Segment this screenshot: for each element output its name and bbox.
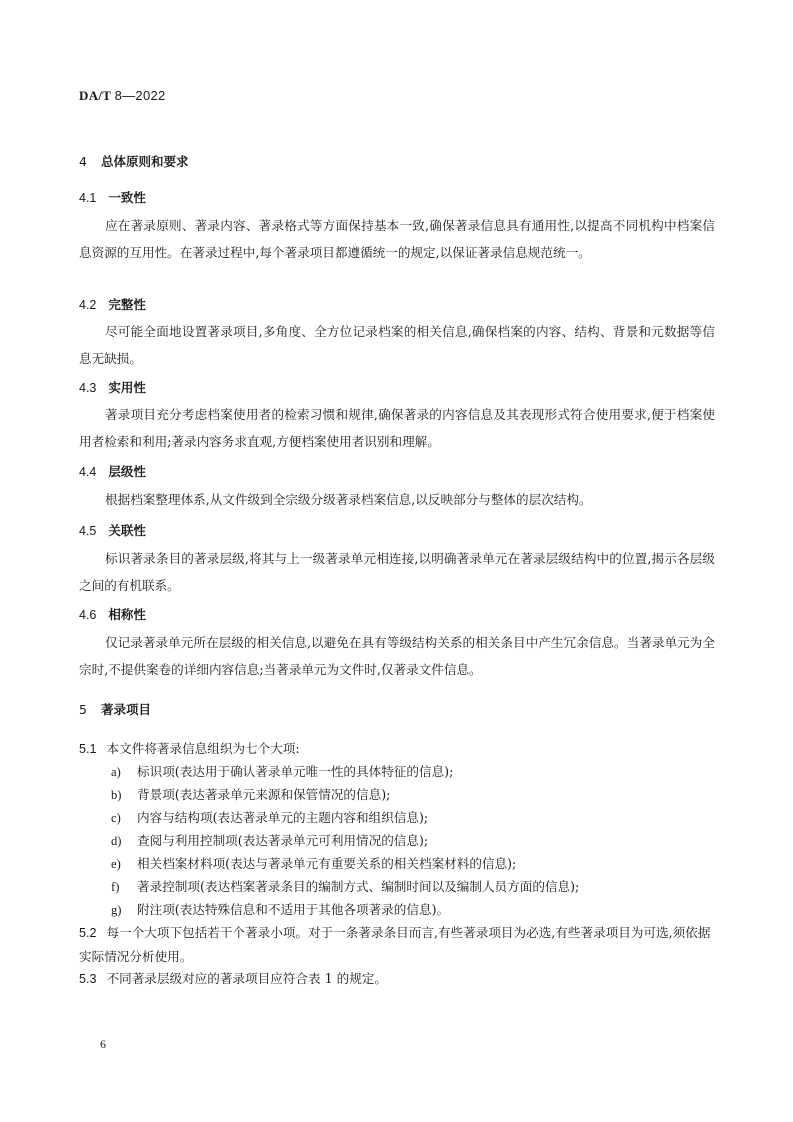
section-4-heading: 4 总体原则和要求 [79,154,189,169]
list-item: b) 背景项(表达著录单元来源和保管情况的信息); [111,787,391,802]
section-4-2-heading: 4.2 完整性 [79,297,146,312]
list-item: a) 标识项(表达用于确认著录单元唯一性的具体特征的信息); [111,764,454,779]
section-5-heading: 5 著录项目 [79,702,151,717]
section-4-4-text: 根据档案整理体系,从文件级到全宗级分级著录档案信息,以反映部分与整体的层次结构。 [105,492,592,507]
document-prefix: DA/T [79,88,112,103]
clause-5-1: 5.1 本文件将著录信息组织为七个大项: [79,741,300,756]
section-4-3-heading: 4.3 实用性 [79,380,146,395]
list-item: d) 查阅与利用控制项(表达著录单元可利用情况的信息); [111,833,429,848]
section-4-4-heading: 4.4 层级性 [79,464,146,479]
section-4-6-heading: 4.6 相称性 [79,607,146,622]
section-4-6-text: 仅记录著录单元所在层级的相关信息,以避免在具有等级结构关系的相关条目中产生冗余信息。当著录单元为全宗时,不提供案卷的详细内容信息;当著录单元为文件时,仅著录文件信息。 [79,635,715,677]
clause-5-3: 5.3 不同著录层级对应的著录项目应符合表 1 的规定。 [79,971,388,986]
section-4-1-text: 应在著录原则、著录内容、著录格式等方面保持基本一致,确保著录信息具有通用性,以提高不同机构中档案信息资源的互用性。在著录过程中,每个著录项目都遵循统一的规定,以保证著录信息规范统一。 [79,218,715,260]
list-item: g) 附注项(表达特殊信息和不适用于其他各项著录的信息)。 [111,902,450,917]
list-item: f) 著录控制项(表达档案著录条目的编制方式、编制时间以及编制人员方面的信息); [111,879,580,894]
clause-5-2: 5.2 每一个大项下包括若干个著录小项。对于一条著录条目而言,有些著录项目为必选,有些著录项目为可选,须依据实际情况分析使用。 [79,925,711,964]
section-4-5-heading: 4.5 关联性 [79,523,146,538]
section-4-3-text: 著录项目充分考虑档案使用者的检索习惯和规律,确保著录的内容信息及其表现形式符合使用要求,便于档案使用者检索和利用;著录内容务求直观,方便档案使用者识别和理解。 [79,407,715,449]
section-4-5-text: 标识著录条目的著录层级,将其与上一级著录单元相连接,以明确著录单元在著录层级结构中的位置,揭示各层级之间的有机联系。 [79,551,715,593]
document-id [79,88,166,104]
section-4-1-heading: 4.1 一致性 [79,190,146,205]
list-item: c) 内容与结构项(表达著录单元的主题内容和组织信息); [111,810,429,825]
document-number: 8—2022 [114,88,166,103]
section-4-2-text: 尽可能全面地设置著录项目,多角度、全方位记录档案的相关信息,确保档案的内容、结构、背景和元数据等信息无缺损。 [79,324,715,366]
page-number: 6 [100,1037,106,1051]
list-item: e) 相关档案材料项(表达与著录单元有重要关系的相关档案材料的信息); [111,856,517,871]
